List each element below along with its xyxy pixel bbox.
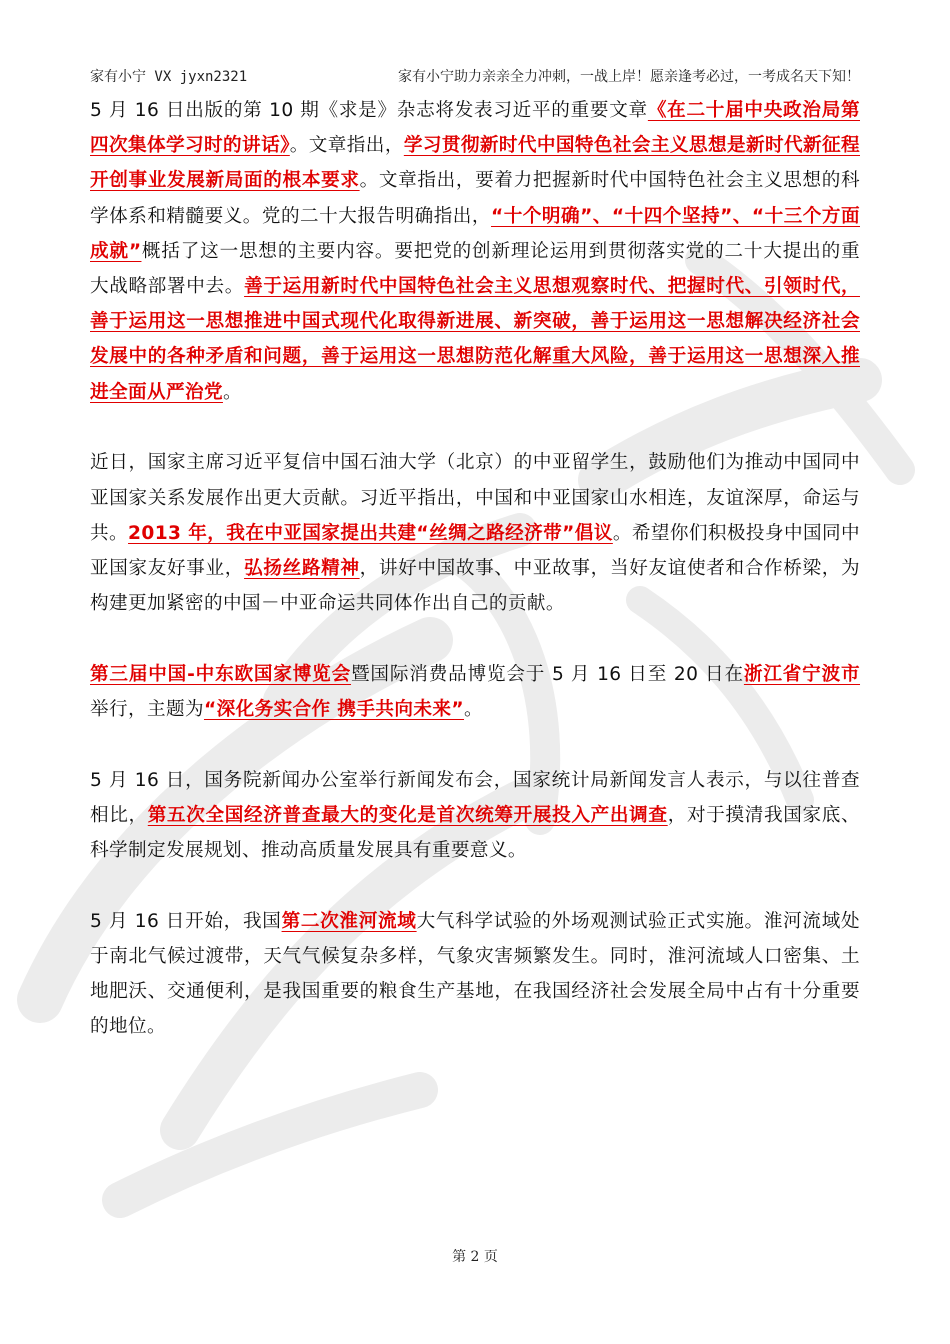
news-paragraph	[90, 93, 860, 410]
body-text: ，讲好中国故事、中亚故事，当好友谊使者和合作桥梁，为构建更加紧密的中国－中亚命运共同体作出自己的贡献。	[90, 557, 861, 615]
body-text: 。文章指出，	[289, 135, 404, 157]
body-text: 大气科学试验的外场观测试验正式实施。淮河流域处于南北气候过渡带，天气气候复杂多样，气象灾害频繁发生。同时，淮河流域人口密集、土地肥沃、交通便利，是我国重要的粮食生产基地，在我国经济社会发展全局中占有十分重要的地位。	[90, 910, 861, 1038]
body-text: 5 月 16 日，国务院新闻办公室举行新闻发布会，国家统计局新闻发言人表示，与以往普查相比，	[90, 769, 860, 826]
article-body	[90, 93, 860, 1080]
highlighted-text: 浙江省宁波市	[743, 663, 861, 685]
news-paragraph	[90, 904, 860, 1045]
body-text: 暨国际消费品博览会于 5 月 16 日至 20 日在	[351, 663, 744, 685]
body-text: 。希望你们积极投身中国同中亚国家友好事业，	[90, 522, 860, 579]
body-text: 概括了这一思想的主要内容。要把党的创新理论运用到贯彻落实党的二十大提出的重大战略部署中去。	[90, 240, 860, 298]
body-text: ，对于摸清我国家底、科学制定发展规划、推动高质量发展具有重要意义。	[90, 804, 860, 862]
highlighted-text: 第三届中国-中东欧国家博览会	[90, 663, 352, 685]
body-text: 举行，主题为	[90, 699, 204, 721]
body-text: 。	[222, 381, 242, 403]
body-text: 。文章指出，要着力把握新时代中国特色社会主义思想的科学体系和精髓要义。党的二十大报告明确指出，	[90, 170, 860, 227]
highlighted-text: “深化务实合作 携手共向未来”	[203, 699, 465, 721]
highlighted-text: 第五次全国经济普查最大的变化是首次统筹开展投入产出调查	[147, 804, 668, 826]
page-number: 第 2 页	[452, 1249, 498, 1265]
body-text: 5 月 16 日开始，我国	[90, 910, 282, 932]
header-brand: 家有小宁 VX jyxn2321	[90, 69, 248, 85]
header-slogan: 家有小宁助力亲亲全力冲刺，一战上岸！愿亲逢考必过，一考成名天下知！	[398, 69, 860, 85]
body-text: 。	[464, 699, 484, 721]
news-paragraph	[90, 657, 860, 727]
highlighted-text: “十个明确”、“十四个坚持”、“十三个方面成就”	[90, 205, 860, 262]
highlighted-text: 2013 年，我在中亚国家提出共建“丝绸之路经济带”倡议	[128, 522, 613, 544]
news-paragraph	[90, 763, 860, 869]
highlighted-text: 善于运用新时代中国特色社会主义思想观察时代、把握时代、引领时代，善于运用这一思想推进中国式现代化取得新进展、新突破，善于运用这一思想解决经济社会发展中的各种矛盾和问题，善于运用这一思想防范化解重大风险，善于运用这一思想深入推进全面从严治党	[90, 276, 860, 403]
highlighted-text: 《在二十届中央政治局第四次集体学习时的讲话》	[90, 100, 860, 157]
highlighted-text: 弘扬丝路精神	[244, 557, 360, 579]
body-text: 5 月 16 日出版的第 10 期《求是》杂志将发表习近平的重要文章	[90, 100, 648, 121]
highlighted-text: 第二次淮河流域	[281, 910, 417, 932]
news-paragraph	[90, 445, 860, 621]
highlighted-text: 学习贯彻新时代中国特色社会主义思想是新时代新征程开创事业发展新局面的根本要求	[90, 135, 860, 192]
body-text: 近日，国家主席习近平复信中国石油大学（北京）的中亚留学生，鼓励他们为推动中国同中亚国家关系发展作出更大贡献。习近平指出，中国和中亚国家山水相连，友谊深厚，命运与共。	[90, 452, 860, 544]
page-header	[90, 66, 860, 86]
